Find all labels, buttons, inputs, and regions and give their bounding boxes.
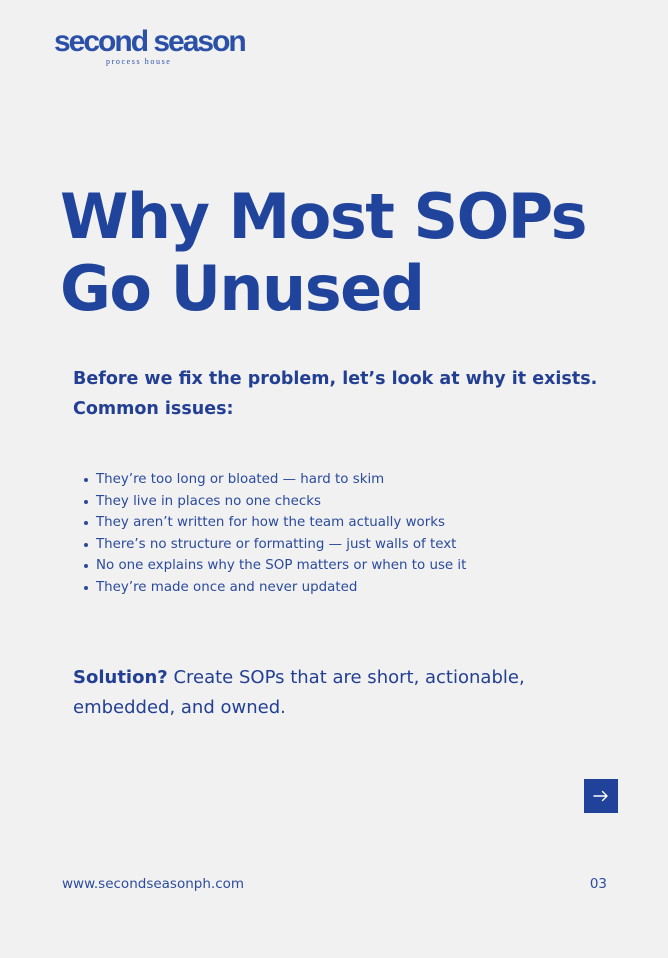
brand-tagline: process house [106, 57, 172, 66]
solution-text [73, 663, 613, 723]
arrow-right-icon [593, 790, 609, 802]
intro-line-1: Before we fix the problem, let’s look at why it exists. [73, 369, 598, 389]
page-number: 03 [589, 876, 607, 892]
issues-list [83, 469, 466, 598]
page-title-line-2: Go Unused [60, 252, 424, 325]
issue-item: They aren’t written for how the team actually works [83, 512, 466, 534]
intro-line-2: Common issues: [73, 399, 234, 419]
page-title-line-1: Why Most SOPs [60, 180, 587, 253]
footer-website-link[interactable]: www.secondseasonph.com [62, 876, 245, 892]
issue-item: They’re made once and never updated [83, 577, 466, 599]
next-page-button[interactable] [584, 779, 618, 813]
page-title [60, 181, 586, 325]
solution-body: Create SOPs that are short, actionable, embedded, and owned. [73, 667, 525, 718]
issue-item: They live in places no one checks [83, 491, 466, 513]
solution-lead: Solution? [73, 667, 168, 688]
issue-item: They’re too long or bloated — hard to skim [83, 469, 466, 491]
issue-item: There’s no structure or formatting — just walls of text [83, 534, 466, 556]
issue-item: No one explains why the SOP matters or when to use it [83, 555, 466, 577]
brand-logo [54, 25, 245, 66]
intro-text [73, 364, 613, 424]
brand-wordmark: second season [54, 25, 245, 58]
